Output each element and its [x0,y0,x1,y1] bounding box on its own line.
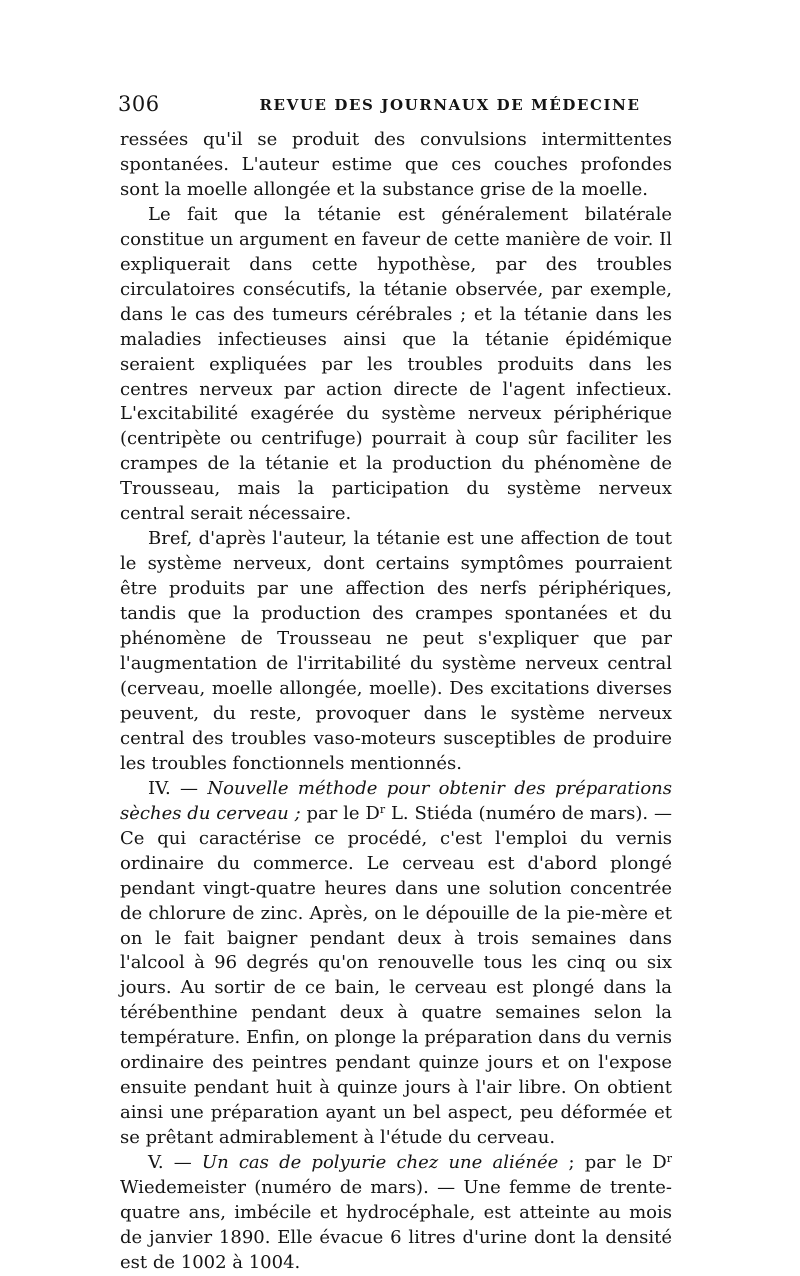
section-iv-text: L. Stiéda (numéro de mars). — Ce qui caractérise ce procédé, c'est l'emploi du vernis ordinaire du commerce. Le cerveau est d'abord plongé pendant vingt-quatre heures dans une solution concentrée de chlorure de zinc. Après, on le dépouille de la pie-mère et on le fait baigner pendant deux à trois semaines dans l'alcool à 96 degrés qu'on renouvelle tous les cinq ou six jours. Au sortir de ce bain, le cerveau est plongé dans la térébenthine pendant deux à quatre semaines selon la température. Enfin, on plonge la préparation dans du vernis ordinaire des peintres pendant quinze jours et on l'expose ensuite pendant huit à quinze jours à l'air libre. On obtient ainsi une préparation ayant un bel aspect, peu déformée et se prêtant admirablement à l'étude du cerveau. [120,802,672,1149]
page-number: 306 [118,92,160,116]
section-iv-byline-sup: r [379,802,386,816]
section-iv-number: IV. — [148,777,208,799]
section-iv-title: Nouvelle méthode pour obtenir des préparations sèches du cerveau ; [120,777,672,824]
running-head: REVUE DES JOURNAUX DE MÉDECINE [259,96,641,114]
section-iv-byline: par le D [300,802,380,824]
paragraph-bref: Bref, d'après l'auteur, la tétanie est une affection de tout le système nerveux, dont certains symptômes pourraient être produits par une affection des nerfs périphériques, tandis que la production des crampes spontanées et du phénomène de Trousseau ne peut s'expliquer que par l'augmentation de l'irritabilité du système nerveux central (cerveau, moelle allongée, moelle). Des excitations diverses peuvent, du reste, provoquer dans le système nerveux central des troubles vaso-moteurs susceptibles de produire les troubles fonctionnels mentionnés. [120,528,672,774]
page-header [118,92,670,116]
paragraph-continuation: ressées qu'il se produit des convulsions intermittentes spontanées. L'auteur estime que ces couches profondes sont la moelle allongée et la substance grise de la moelle. [120,129,672,200]
section-v-byline-sup: r [666,1152,672,1166]
paragraph-tetanie: Le fait que la tétanie est généralement bilatérale constitue un argument en faveur de cette manière de voir. Il expliquerait dans cette hypothèse, par des troubles circulatoires consécutifs, la tétanie observée, par exemple, dans le cas des tumeurs cérébrales ; et la tétanie dans les maladies infectieuses ainsi que la tétanie épidémique seraient expliquées par les troubles produits dans les centres nerveux par action directe de l'agent infectieux. L'excitabilité exagérée du système nerveux périphérique (centripète ou centrifuge) pourrait à coup sûr faciliter les crampes de la tétanie et la production du phénomène de Trousseau, mais la participation du système nerveux central serait nécessaire. [120,203,672,525]
section-v-byline: ; par le D [558,1152,667,1174]
section-v-title: Un cas de polyurie chez une aliénée [201,1152,559,1174]
section-v-number: V. — [148,1152,202,1174]
section-v [120,1151,672,1276]
section-v-text: Wiedemeister (numéro de mars). — Une femme de trente-quatre ans, imbécile et hydrocéphale, est atteinte au mois de janvier 1890. Elle évacue 6 litres d'urine dont la densité est de 1002 à 1004. [120,1177,672,1273]
article-body [120,128,672,1276]
section-iv [120,777,672,1151]
